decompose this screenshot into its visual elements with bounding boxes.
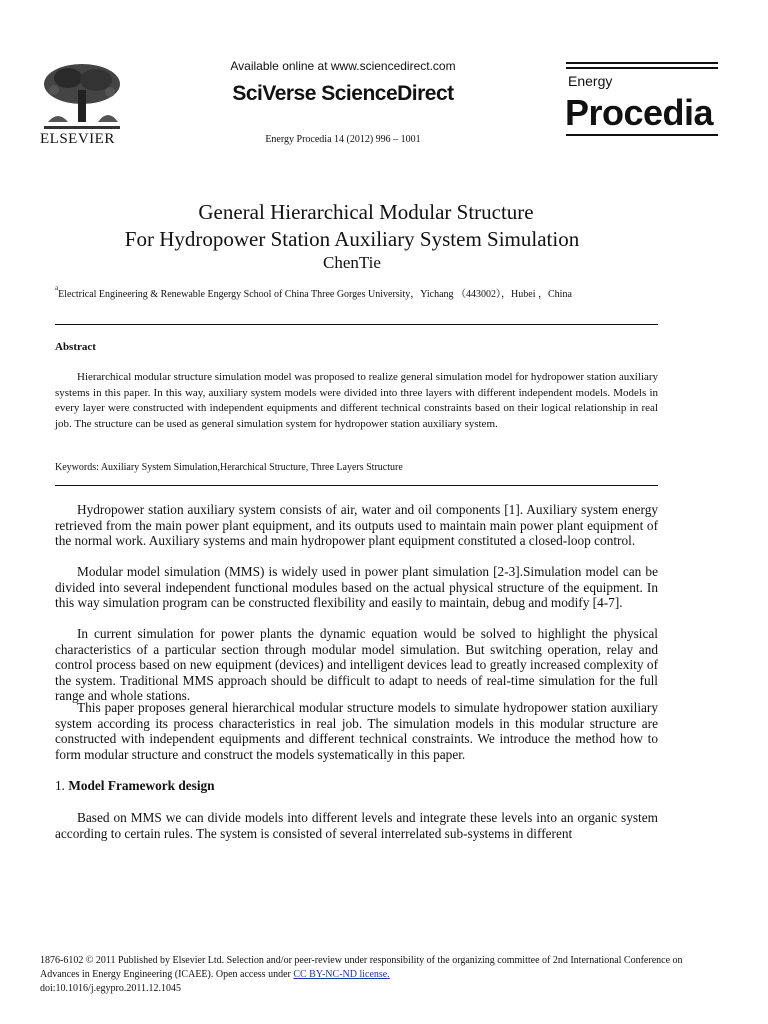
- publisher-wordmark: ELSEVIER: [40, 131, 115, 147]
- body-paragraph-3: In current simulation for power plants the dynamic equation would be solved to highlight the physical characteristics of a particular section through modular model simulation. But switching operation, relay and control process based on new equipment (devices) and intelligent devices lead to greatly increased complexity of the system. Traditional MMS approach should be difficult to adapt to needs of real-time simulation for the full range and whole stations.: [55, 626, 658, 704]
- brand-rule-second: [566, 67, 718, 69]
- abstract-rule-bottom: [55, 485, 658, 486]
- abstract-text: Hierarchical modular structure simulation model was proposed to realize general simulation model for hydropower station auxiliary systems in this paper. In this way, auxiliary system models were divided into three layers with different independent models. Models in every layer were constructed with independent equipments and different technical constraints based on their logical relationship in real job. The structure can be used as general simulation system for hydropower station auxiliary system.: [55, 371, 658, 430]
- elsevier-tree-logo-icon: [38, 60, 126, 130]
- license-link[interactable]: CC BY-NC-ND license.: [293, 969, 390, 980]
- journal-citation: Energy Procedia 14 (2012) 996 – 1001: [265, 134, 421, 145]
- abstract-rule-top: [55, 324, 658, 325]
- article-author: ChenTie: [323, 253, 381, 272]
- journal-brand-procedia: Procedia: [565, 92, 714, 133]
- section-heading: [55, 778, 215, 794]
- journal-brand-energy: Energy: [568, 73, 613, 89]
- affiliation-text: Electrical Engineering & Renewable Engergy School of China Three Gorges University，Yichang （443002），Hubei ，China: [58, 289, 572, 300]
- article-title-line1: General Hierarchical Modular Structure: [198, 200, 534, 224]
- brand-rule-bottom: [566, 134, 718, 136]
- author-affiliation: [55, 285, 660, 300]
- available-online-text: Available online at www.sciencedirect.com: [230, 59, 456, 73]
- section-title: Model Framework design: [68, 778, 215, 793]
- article-title-line2: For Hydropower Station Auxiliary System Simulation: [124, 227, 580, 251]
- body-paragraph-1: Hydropower station auxiliary system consists of air, water and oil components [1]. Auxiliary system energy retrieved from the main power plant equipment, and its outputs used to maintain main power plant equipment of the normal work. Auxiliary systems and main hydropower plant equipment constituted a closed-loop control.: [55, 502, 658, 549]
- section-paragraph: Based on MMS we can divide models into different levels and integrate these levels into an organic system according to certain rules. The system is consisted of several interrelated sub-systems in different: [55, 810, 658, 841]
- brand-rule-top: [566, 62, 718, 64]
- keywords: Keywords: Auxiliary System Simulation,Herarchical Structure, Three Layers Structure: [55, 462, 403, 473]
- affiliation-mark: a: [55, 284, 59, 292]
- footer-text: 1876-6102 © 2011 Published by Elsevier Ltd. Selection and/or peer-review under responsibility of the organizing committee of 2nd International Conference on Advances in Energy Engineering (ICAEE). Open access under: [40, 955, 683, 980]
- body-paragraph-4: This paper proposes general hierarchical modular structure models to simulate hydropower station auxiliary system according its process characteristics in real job. The simulation models in this modular structure are constructed with independent equipments and different technical constraints. We introduce the method how to form modular structure and construct the models systematically in this paper.: [55, 700, 658, 762]
- doi-text: doi:10.1016/j.egypro.2011.12.1045: [40, 983, 182, 994]
- platform-name: SciVerse ScienceDirect: [232, 82, 454, 105]
- body-paragraph-2: Modular model simulation (MMS) is widely used in power plant simulation [2-3].Simulation model can be divided into several independent functional modules based on the actual physical structure of the equipment. In this way simulation program can be constructed flexibility and easily to maintain, debug and modify [4-7].: [55, 564, 658, 611]
- section-number: 1.: [55, 778, 65, 793]
- abstract-heading: Abstract: [55, 341, 96, 353]
- copyright-footer: [40, 954, 710, 996]
